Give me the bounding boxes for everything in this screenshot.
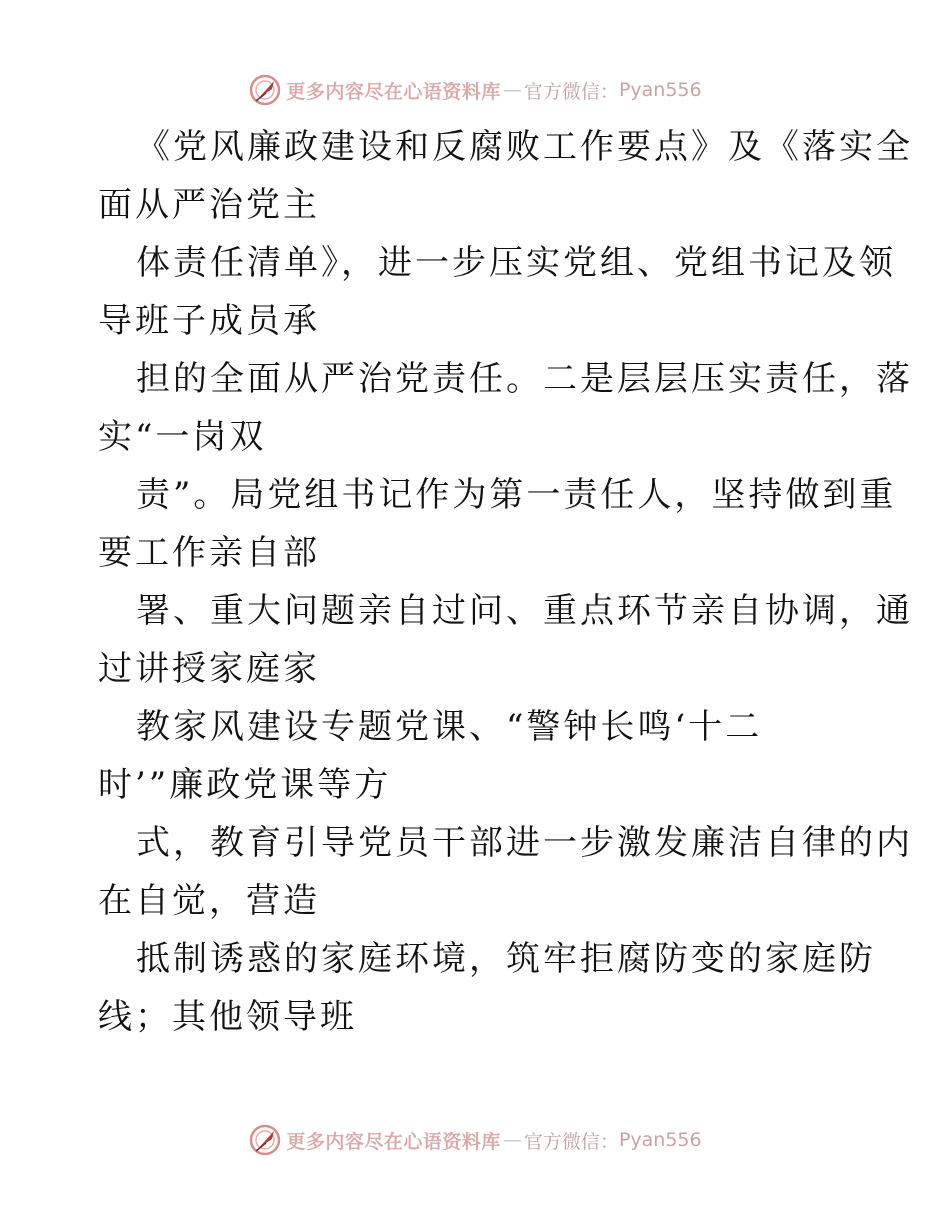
footer-watermark bbox=[0, 1120, 950, 1160]
body-line: 在自觉，营造 bbox=[98, 881, 320, 921]
body-line: 责”。局党组书记作为第一责任人，坚持做到重 bbox=[136, 475, 897, 515]
watermark-contact-label: 官方微信： bbox=[523, 1130, 619, 1153]
watermark-wechat-id: Pyan556 bbox=[618, 1129, 702, 1151]
header-watermark bbox=[0, 70, 950, 110]
body-line: 《党风廉政建设和反腐败工作要点》及《落实全 bbox=[136, 127, 913, 167]
body-line: 担的全面从严治党责任。二是层层压实责任，落 bbox=[136, 359, 913, 399]
body-line: 署、重大问题亲自过问、重点环节亲自协调，通 bbox=[136, 591, 913, 631]
body-line: 式，教育引导党员干部进一步激发廉洁自律的内 bbox=[136, 823, 913, 863]
body-line: 面从严治党主 bbox=[98, 185, 320, 225]
body-line: 实“一岗双 bbox=[98, 417, 267, 457]
watermark-contact-label: 官方微信： bbox=[523, 80, 619, 103]
quill-logo-icon bbox=[248, 73, 282, 107]
body-line: 过讲授家庭家 bbox=[98, 649, 320, 689]
body-line: 时’”廉政党课等方 bbox=[98, 765, 392, 805]
body-line: 抵制诱惑的家庭环境，筑牢拒腐防变的家庭防 bbox=[136, 939, 876, 979]
body-line: 教家风建设专题党课、“警钟长鸣‘十二 bbox=[136, 707, 763, 747]
watermark-dash: — bbox=[502, 79, 522, 101]
watermark-dash: — bbox=[502, 1129, 522, 1151]
body-line: 体责任清单》，进一步压实党组、党组书记及领 bbox=[136, 243, 896, 283]
watermark-brand: 更多内容尽在心语资料库 bbox=[286, 80, 501, 103]
document-body bbox=[98, 118, 913, 1046]
watermark-wechat-id: Pyan556 bbox=[618, 79, 702, 101]
watermark-brand: 更多内容尽在心语资料库 bbox=[286, 1130, 501, 1153]
body-line: 要工作亲自部 bbox=[98, 533, 320, 573]
quill-logo-icon bbox=[248, 1123, 282, 1157]
body-line: 线；其他领导班 bbox=[98, 997, 357, 1037]
body-line: 导班子成员承 bbox=[98, 301, 320, 341]
